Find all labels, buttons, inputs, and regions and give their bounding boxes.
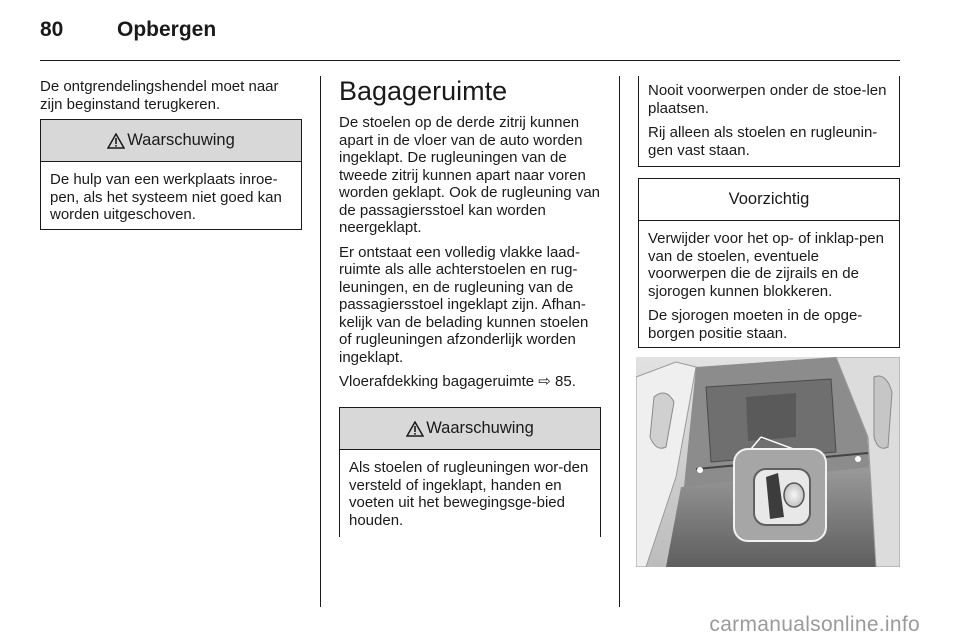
column-2 — [339, 76, 603, 398]
page-reference[interactable]: 85. — [550, 373, 576, 390]
header-divider — [40, 60, 900, 61]
cargo-area-photo — [636, 357, 900, 567]
intro-paragraph: De ontgrendelingshendel moet naar zijn beginstand terugkeren. — [40, 78, 279, 113]
page-number: 80 — [40, 18, 64, 41]
cargo-illustration — [636, 357, 900, 567]
warning-header — [340, 408, 600, 450]
paragraph-seats: De stoelen op de derde zitrij kunnen apart in de vloer van de auto worden ingeklapt. De rugleuningen van de tweede zitrij kunnen apart naar voren worden geklapt. Ook de rugleuning van de passagiersstoel kan worden neergeklapt. — [339, 114, 601, 236]
warning-triangle-icon — [107, 133, 125, 149]
warning-title: Waarschuwing — [426, 418, 534, 437]
warning-triangle-icon — [406, 421, 424, 437]
caution-para-1: Verwijder voor het op- of inklap-pen van de stoelen, eventuele voorwerpen die de zijrails en de sjorogen kunnen blokkeren. — [648, 230, 884, 300]
warning-cont-para-1: Nooit voorwerpen onder de stoe-len plaatsen. — [648, 82, 887, 117]
section-title: Opbergen — [117, 18, 217, 41]
warning-text: De hulp van een werkplaats inroe-pen, als het systeem niet goed kan worden uitgeschoven. — [50, 171, 282, 223]
watermark: carmanualsonline.info — [709, 613, 920, 636]
paragraph-loadspace: Er ontstaat een volledig vlakke laad-ruimte als alle achterstoelen en rug-leuningen, en de rugleuning van de passagiersstoel ingeklapt zijn. Afhan-kelijk van de belading kunnen stoelen of rugleuningen afzonderlijk worden ingeklapt. — [339, 243, 589, 366]
caution-para-2: De sjorogen moeten in de opge-borgen positie staan. — [648, 307, 863, 342]
caution-header — [639, 179, 899, 221]
warning-text: Als stoelen of rugleuningen wor-den versteld of ingeklapt, handen en voeten uit het bewegingsge-bied houden. — [349, 459, 589, 529]
arrow-reference-icon[interactable]: ⇨ — [538, 373, 551, 390]
column-1 — [40, 78, 302, 120]
warning-title: Waarschuwing — [127, 130, 235, 149]
column-divider-1 — [320, 76, 321, 607]
warning-cont-para-2: Rij alleen als stoelen en rugleunin-gen vast staan. — [648, 124, 878, 159]
caution-box — [638, 178, 900, 348]
warning-box-2 — [339, 407, 601, 537]
warning-box-1 — [40, 119, 302, 230]
floor-cover-text: Vloerafdekking bagageruimte — [339, 373, 539, 390]
warning-box-continued — [638, 76, 900, 167]
column-divider-2 — [619, 76, 620, 607]
caution-title: Voorzichtig — [728, 189, 810, 208]
warning-header — [41, 120, 301, 162]
paragraph-floor-cover — [339, 373, 603, 391]
section-heading: Bagageruimte — [339, 76, 508, 106]
